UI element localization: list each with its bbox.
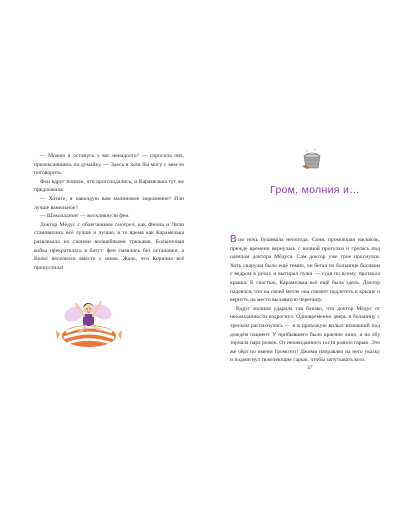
bucket-illustration <box>300 148 324 170</box>
paragraph-text: сю ночь бушевала непогода. Соня, промокшая насквозь, прежде времени вернулась с ночной прогулки и грелась под одеялом доктора Мёдуса. Сам доктор уже трое проснулся. Хоть снаружи было ещё темно, он бегал по больнице босиком с ведром в руках и вытирал лужи — судя по всему, протекла крыша. К счастью, Карамелька всё ещё была здесь. Доктор надеялся, что на своей метле она сможет подлететь к крыше и вернуть на место вылавшую черепицу. <box>230 237 380 304</box>
paragraph: Феи вдруг поняли, что проголодались, и Карамелька тут же предложила: <box>34 178 184 194</box>
paragraph: Доктор Мёдус с облегчением смотрел, как Фиона и Лили становились всё лучше и лучше, в то время как Карамелька развлекала их своими волшебными трюками. Больничная койка прекратилась в батут: феи смеялись без остановки, а Вольт веселился вместе с ними. Жаль, что Корична всё пропустила! <box>34 221 184 271</box>
paragraph: Вдруг молния ударила так близко, что доктор Мёдус от неожиданности вздрогнул. Одновременно дверь в больницу с треском распахнулась — и в прихожую вплыл взмокший под дождём пациент. У прибывшего было красное лицо, и на лбу торчала пара рожек. От неожиданного гостя разило гарью. Это же чёрт по имени Громотот! Джими направлял на него указку и подмигнул тяжелеющие гарью, чтобы запутывать всех. <box>230 305 380 364</box>
drop-cap: В <box>230 234 237 245</box>
paragraph: — Шоколадное! — воскликнули феи. <box>40 213 130 220</box>
right-page-text <box>230 236 380 365</box>
chapter-title: Гром, молния и… <box>270 184 360 196</box>
right-page <box>208 0 416 520</box>
paragraph: — Хотите, я наколдую вам малиновое мороженое? Или лучше ванильное? <box>34 195 184 211</box>
page-number: 37 <box>307 365 313 371</box>
fairy-on-candy-illustration <box>56 292 122 350</box>
paragraph: — Можно я останусь у вас ненадолго? — спросила она, приземлившись на думайку. — Здесь я хотя бы могу с кем-то поговорить. <box>34 153 184 177</box>
left-page-text <box>34 152 184 272</box>
paragraph <box>230 236 380 305</box>
